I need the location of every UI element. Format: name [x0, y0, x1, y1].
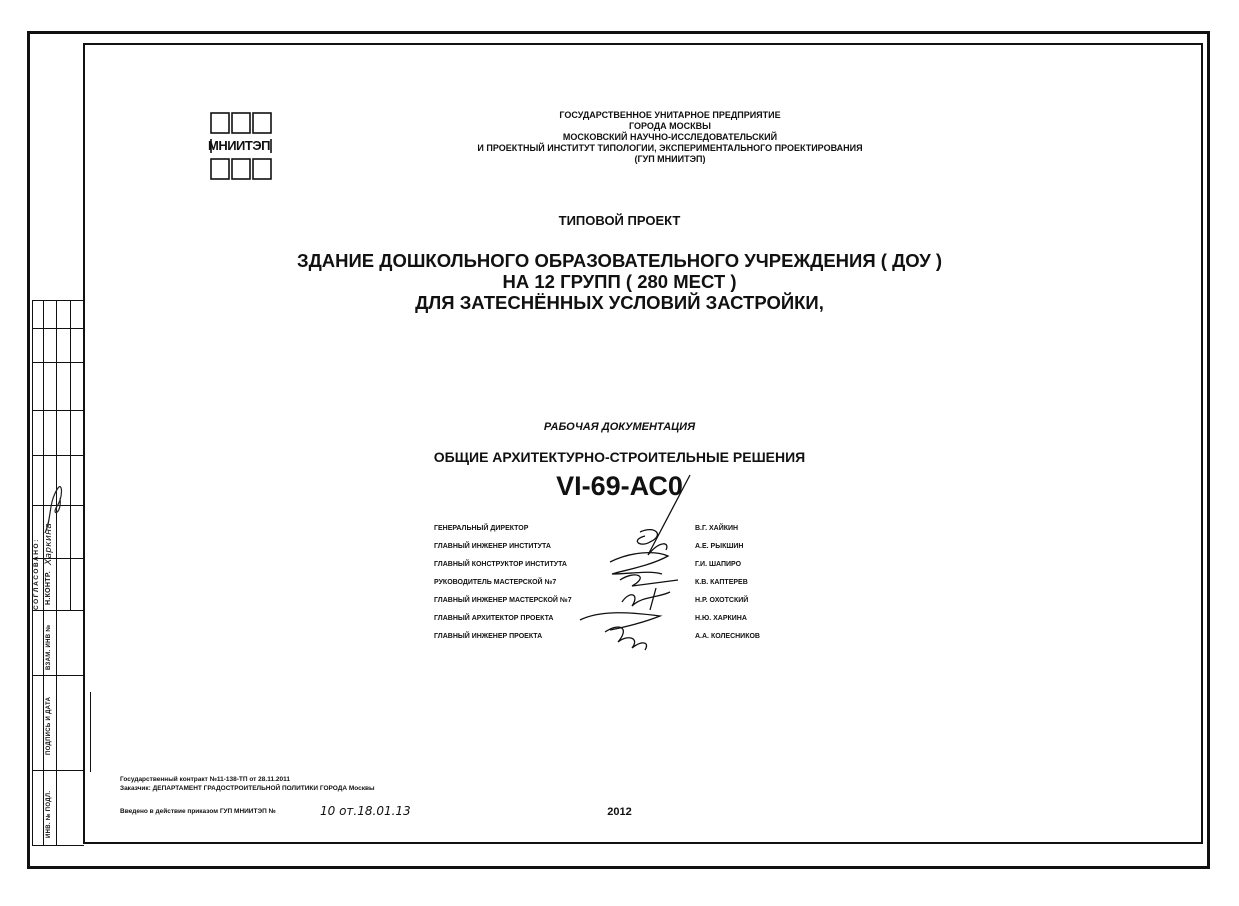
- doc-stage: РАБОЧАЯ ДОКУМЕНТАЦИЯ: [543, 421, 696, 433]
- org-line-5: (ГУП МНИИТЭП): [634, 154, 706, 164]
- signatory-name: А.А. КОЛЕСНИКОВ: [695, 633, 760, 640]
- project-type: ТИПОВОЙ ПРОЕКТ: [558, 213, 681, 228]
- organization-header: [360, 110, 980, 165]
- project-title: [0, 250, 1239, 313]
- sign-date-label: ПОДПИСЬ И ДАТА: [46, 696, 52, 755]
- signatory-name: Н.Р. ОХОТСКИЙ: [695, 597, 749, 604]
- signatory-name: К.В. КАПТЕРЕВ: [695, 579, 748, 586]
- signatory-position: ГЛАВНЫЙ ИНЖЕНЕР МАСТЕРСКОЙ №7: [434, 597, 572, 604]
- year: 2012: [607, 806, 632, 818]
- inv-replace-label: ВЗАМ. ИНВ №: [46, 624, 52, 670]
- logo-text: МНИИТЭП: [208, 138, 270, 153]
- signatory-name: Г.И. ШАПИРО: [695, 561, 742, 568]
- title-line-3: ДЛЯ ЗАТЕСНЁННЫХ УСЛОВИЙ ЗАСТРОЙКИ,: [415, 292, 824, 313]
- signatory-name: В.Г. ХАЙКИН: [695, 525, 739, 532]
- left-stamp: [32, 300, 84, 845]
- enacted-handwritten: 10 от.18.01.13: [320, 804, 411, 818]
- signatory-position: ГЛАВНЫЙ ИНЖЕНЕР ПРОЕКТА: [434, 633, 543, 640]
- contract-info: Государственный контракт №11-138-ТП от 28.11.2011: [120, 776, 290, 783]
- org-line-2: ГОРОДА МОСКВЫ: [629, 121, 711, 131]
- signatory-position: ГЛАВНЫЙ ИНЖЕНЕР ИНСТИТУТА: [434, 543, 551, 550]
- norm-control-name: Харкина: [44, 522, 54, 565]
- org-line-1: ГОСУДАРСТВЕННОЕ УНИТАРНОЕ ПРЕДПРИЯТИЕ: [559, 110, 781, 120]
- signatory-name: Н.Ю. ХАРКИНА: [695, 615, 747, 622]
- signatory-position: РУКОВОДИТЕЛЬ МАСТЕРСКОЙ №7: [434, 579, 557, 586]
- enacted-info: Введено в действие приказом ГУП МНИИТЭП №: [120, 808, 276, 815]
- doc-code: VI-69-АС0: [556, 471, 683, 501]
- section-name: ОБЩИЕ АРХИТЕКТУРНО-СТРОИТЕЛЬНЫЕ РЕШЕНИЯ: [433, 449, 806, 465]
- signatory-position: ГЕНЕРАЛЬНЫЙ ДИРЕКТОР: [434, 525, 529, 532]
- inv-orig-label: ИНВ. № ПОДЛ.: [46, 790, 52, 838]
- title-line-2: НА 12 ГРУПП ( 280 МЕСТ ): [502, 271, 737, 292]
- stamp-extra-line: [90, 692, 91, 772]
- norm-control-label: Н.КОНТР.: [45, 570, 52, 605]
- handwritten-signatures: [570, 470, 710, 660]
- signatory-name: А.Е. РЫКШИН: [695, 543, 744, 550]
- mniitep-logo: [209, 111, 273, 181]
- title-line-1: ЗДАНИЕ ДОШКОЛЬНОГО ОБРАЗОВАТЕЛЬНОГО УЧРЕЖДЕНИЯ ( ДОУ ): [297, 250, 942, 271]
- signatory-position: ГЛАВНЫЙ КОНСТРУКТОР ИНСТИТУТА: [434, 561, 567, 568]
- org-line-4: И ПРОЕКТНЫЙ ИНСТИТУТ ТИПОЛОГИИ, ЭКСПЕРИМЕНТАЛЬНОГО ПРОЕКТИРОВАНИЯ: [477, 143, 863, 153]
- org-line-3: МОСКОВСКИЙ НАУЧНО-ИССЛЕДОВАТЕЛЬСКИЙ: [562, 132, 778, 142]
- agreed-label: СОГЛАСОВАНО:: [33, 538, 40, 610]
- customer-info: Заказчик: ДЕПАРТАМЕНТ ГРАДОСТРОИТЕЛЬНОЙ ПОЛИТИКИ ГОРОДА Москвы: [120, 785, 375, 792]
- signatory-position: ГЛАВНЫЙ АРХИТЕКТОР ПРОЕКТА: [434, 615, 554, 622]
